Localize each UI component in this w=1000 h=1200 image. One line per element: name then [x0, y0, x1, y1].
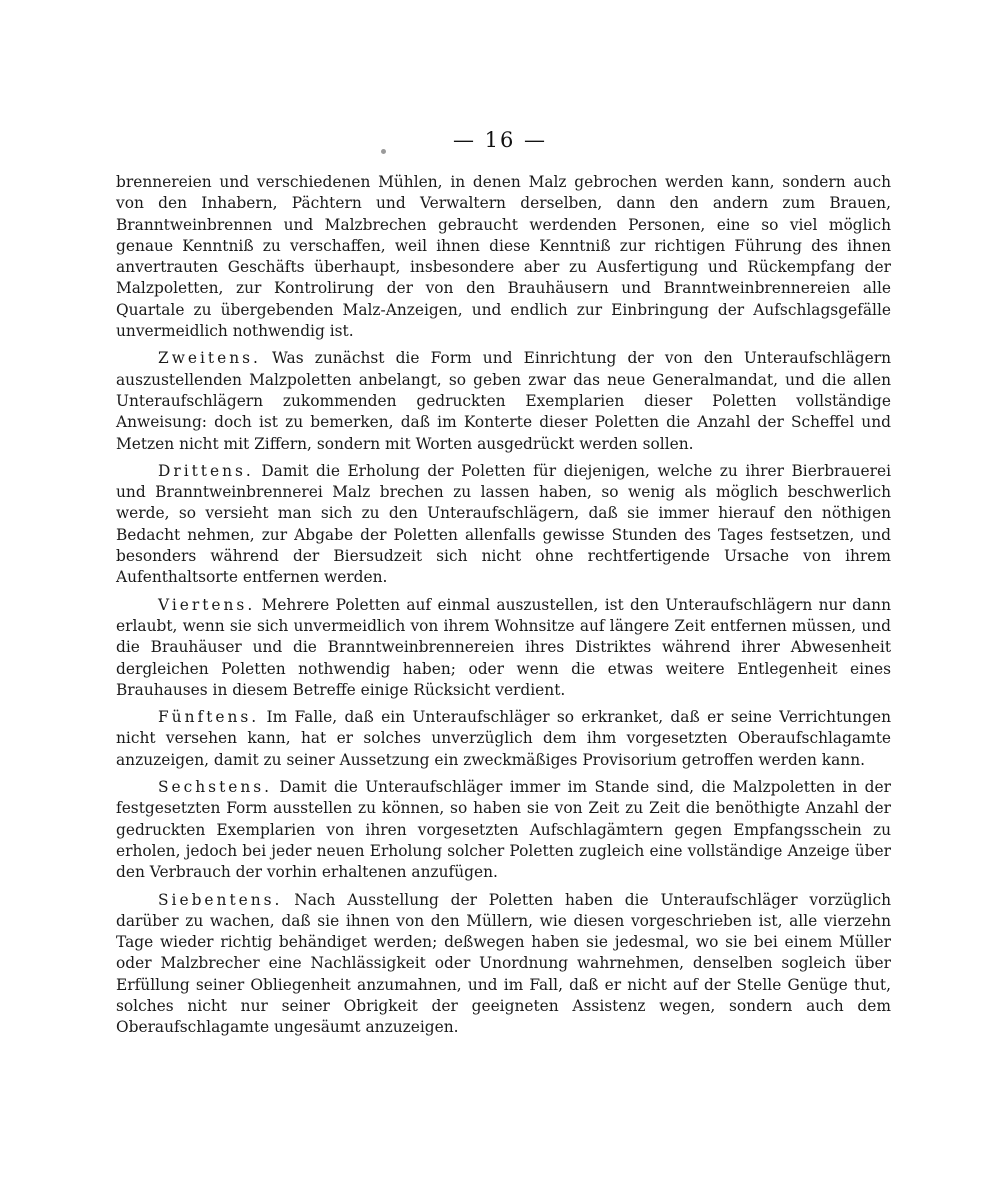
paragraph-text: brennereien und verschiedenen Mühlen, in denen Malz gebrochen werden kann, sondern auch von den Inhabern, Pächtern und Verwaltern derselben, dann den andern zum Brauen, Branntweinbrennen und Malzbrechen gebraucht werdenden Personen, eine so viel möglich genaue Kenntniß zu verschaffen, weil ihnen diese Kenntniß zur richtigen Führung des ihnen anvertrauten Geschäfts überhaupt, insbesondere aber zu Ausfertigung und Rückempfang der Malzpoletten, zur Kontrolirung der von den Brauhäusern und Branntweinbrennereien alle Quartale zu übergebenden Malz-Anzeigen, und endlich zur Einbringung der Aufschlagsgefälle unvermeidlich nothwendig ist.	[116, 173, 891, 341]
paragraph-text: Im Falle, daß ein Unteraufschläger so erkranket, daß er seine Verrichtungen nicht versehen kann, hat er solches unverzüglich dem ihm vorgesetzten Oberaufschlagamte anzuzeigen, damit zu seiner Aussetzung ein zweckmäßiges Provisorium getroffen werden kann.	[116, 708, 891, 769]
paragraph-text: Nach Ausstellung der Poletten haben die Unteraufschläger vorzüglich darüber zu wachen, daß sie ihnen von den Müllern, wie diesen vorgeschrieben ist, alle vierzehn Tage wieder richtig behändiget werden; deßwegen haben sie jedesmal, wo sie bei einem Müller oder Malzbrecher eine Nachlässigkeit oder Unordnung wahrnehmen, denselben sogleich über Erfüllung seiner Obliegenheit anzumahnen, und im Fall, daß er nicht auf der Stelle Genüge thut, solches nicht nur seiner Obrigkeit der geeigneten Assistenz wegen, sondern auch dem Oberaufschlagamte ungesäumt anzuzeigen.	[116, 890, 891, 1037]
paragraph-lead: Siebentens.	[158, 890, 283, 909]
paragraph-siebentens	[116, 890, 891, 1039]
paragraph-drittens	[116, 461, 891, 589]
paragraph-text: Damit die Unteraufschläger immer im Stande sind, die Malzpoletten in der festgesetzten Form ausstellen zu können, so haben sie von Zeit zu Zeit die benöthigte Anzahl der gedruckten Exemplarien von ihren vorgesetzten Aufschlagämtern gegen Empfangsschein zu erholen, jedoch bei jeder neuen Erholung solcher Poletten zugleich eine vollständige Anzeige über den Verbrauch der vorhin erhaltenen anzufügen.	[116, 778, 891, 882]
page-number: — 16 —	[452, 128, 548, 152]
paragraph-viertens	[116, 595, 891, 701]
paragraph-lead: Fünftens.	[158, 708, 260, 727]
paragraph-text: Mehrere Poletten auf einmal auszustellen, ist den Unteraufschlägern nur dann erlaubt, wenn sie sich unvermeidlich von ihrem Wohnsitze auf längere Zeit entfernen müssen, und die Brauhäuser und die Branntweinbrennereien ihres Distriktes während ihrer Abwesenheit dergleichen Poletten nothwendig haben; oder wenn die etwas weitere Entlegenheit eines Brauhauses in diesem Betreffe einige Rücksicht verdient.	[116, 595, 891, 699]
paragraph-text: Damit die Erholung der Poletten für diejenigen, welche zu ihrer Bierbrauerei und Branntweinbrennerei Malz brechen zu lassen haben, so wenig als möglich beschwerlich werde, so versieht man sich zu den Unteraufschlägern, daß sie immer hierauf den nöthigen Bedacht nehmen, zur Abgabe der Poletten allenfalls gewisse Stunden des Tages festsetzen, und besonders während der Biersudzeit sich nicht ohne rechtfertigende Ursache von ihrem Aufenthaltsorte entfernen werden.	[116, 461, 891, 587]
paragraph-sechstens	[116, 777, 891, 883]
paragraph-lead: Viertens.	[158, 595, 256, 614]
paragraph-continuation	[116, 172, 891, 342]
paragraph-zweitens	[116, 348, 891, 454]
paragraph-lead: Sechstens.	[158, 778, 273, 797]
body-text	[116, 172, 891, 1045]
paragraph-fuenftens	[116, 707, 891, 771]
paragraph-lead: Drittens.	[158, 461, 254, 480]
paragraph-lead: Zweitens.	[158, 349, 261, 368]
paragraph-text: Was zunächst die Form und Einrichtung der von den Unteraufschlägern auszustellenden Malzpoletten anbelangt, so geben zwar das neue Generalmandat, und die allen Unteraufschlägern zukommenden gedruckten Exemplarien dieser Poletten vollständige Anweisung: doch ist zu bemerken, daß im Konterte dieser Poletten die Anzahl der Scheffel und Metzen nicht mit Ziffern, sondern mit Worten ausgedrückt werden sollen.	[116, 349, 891, 453]
